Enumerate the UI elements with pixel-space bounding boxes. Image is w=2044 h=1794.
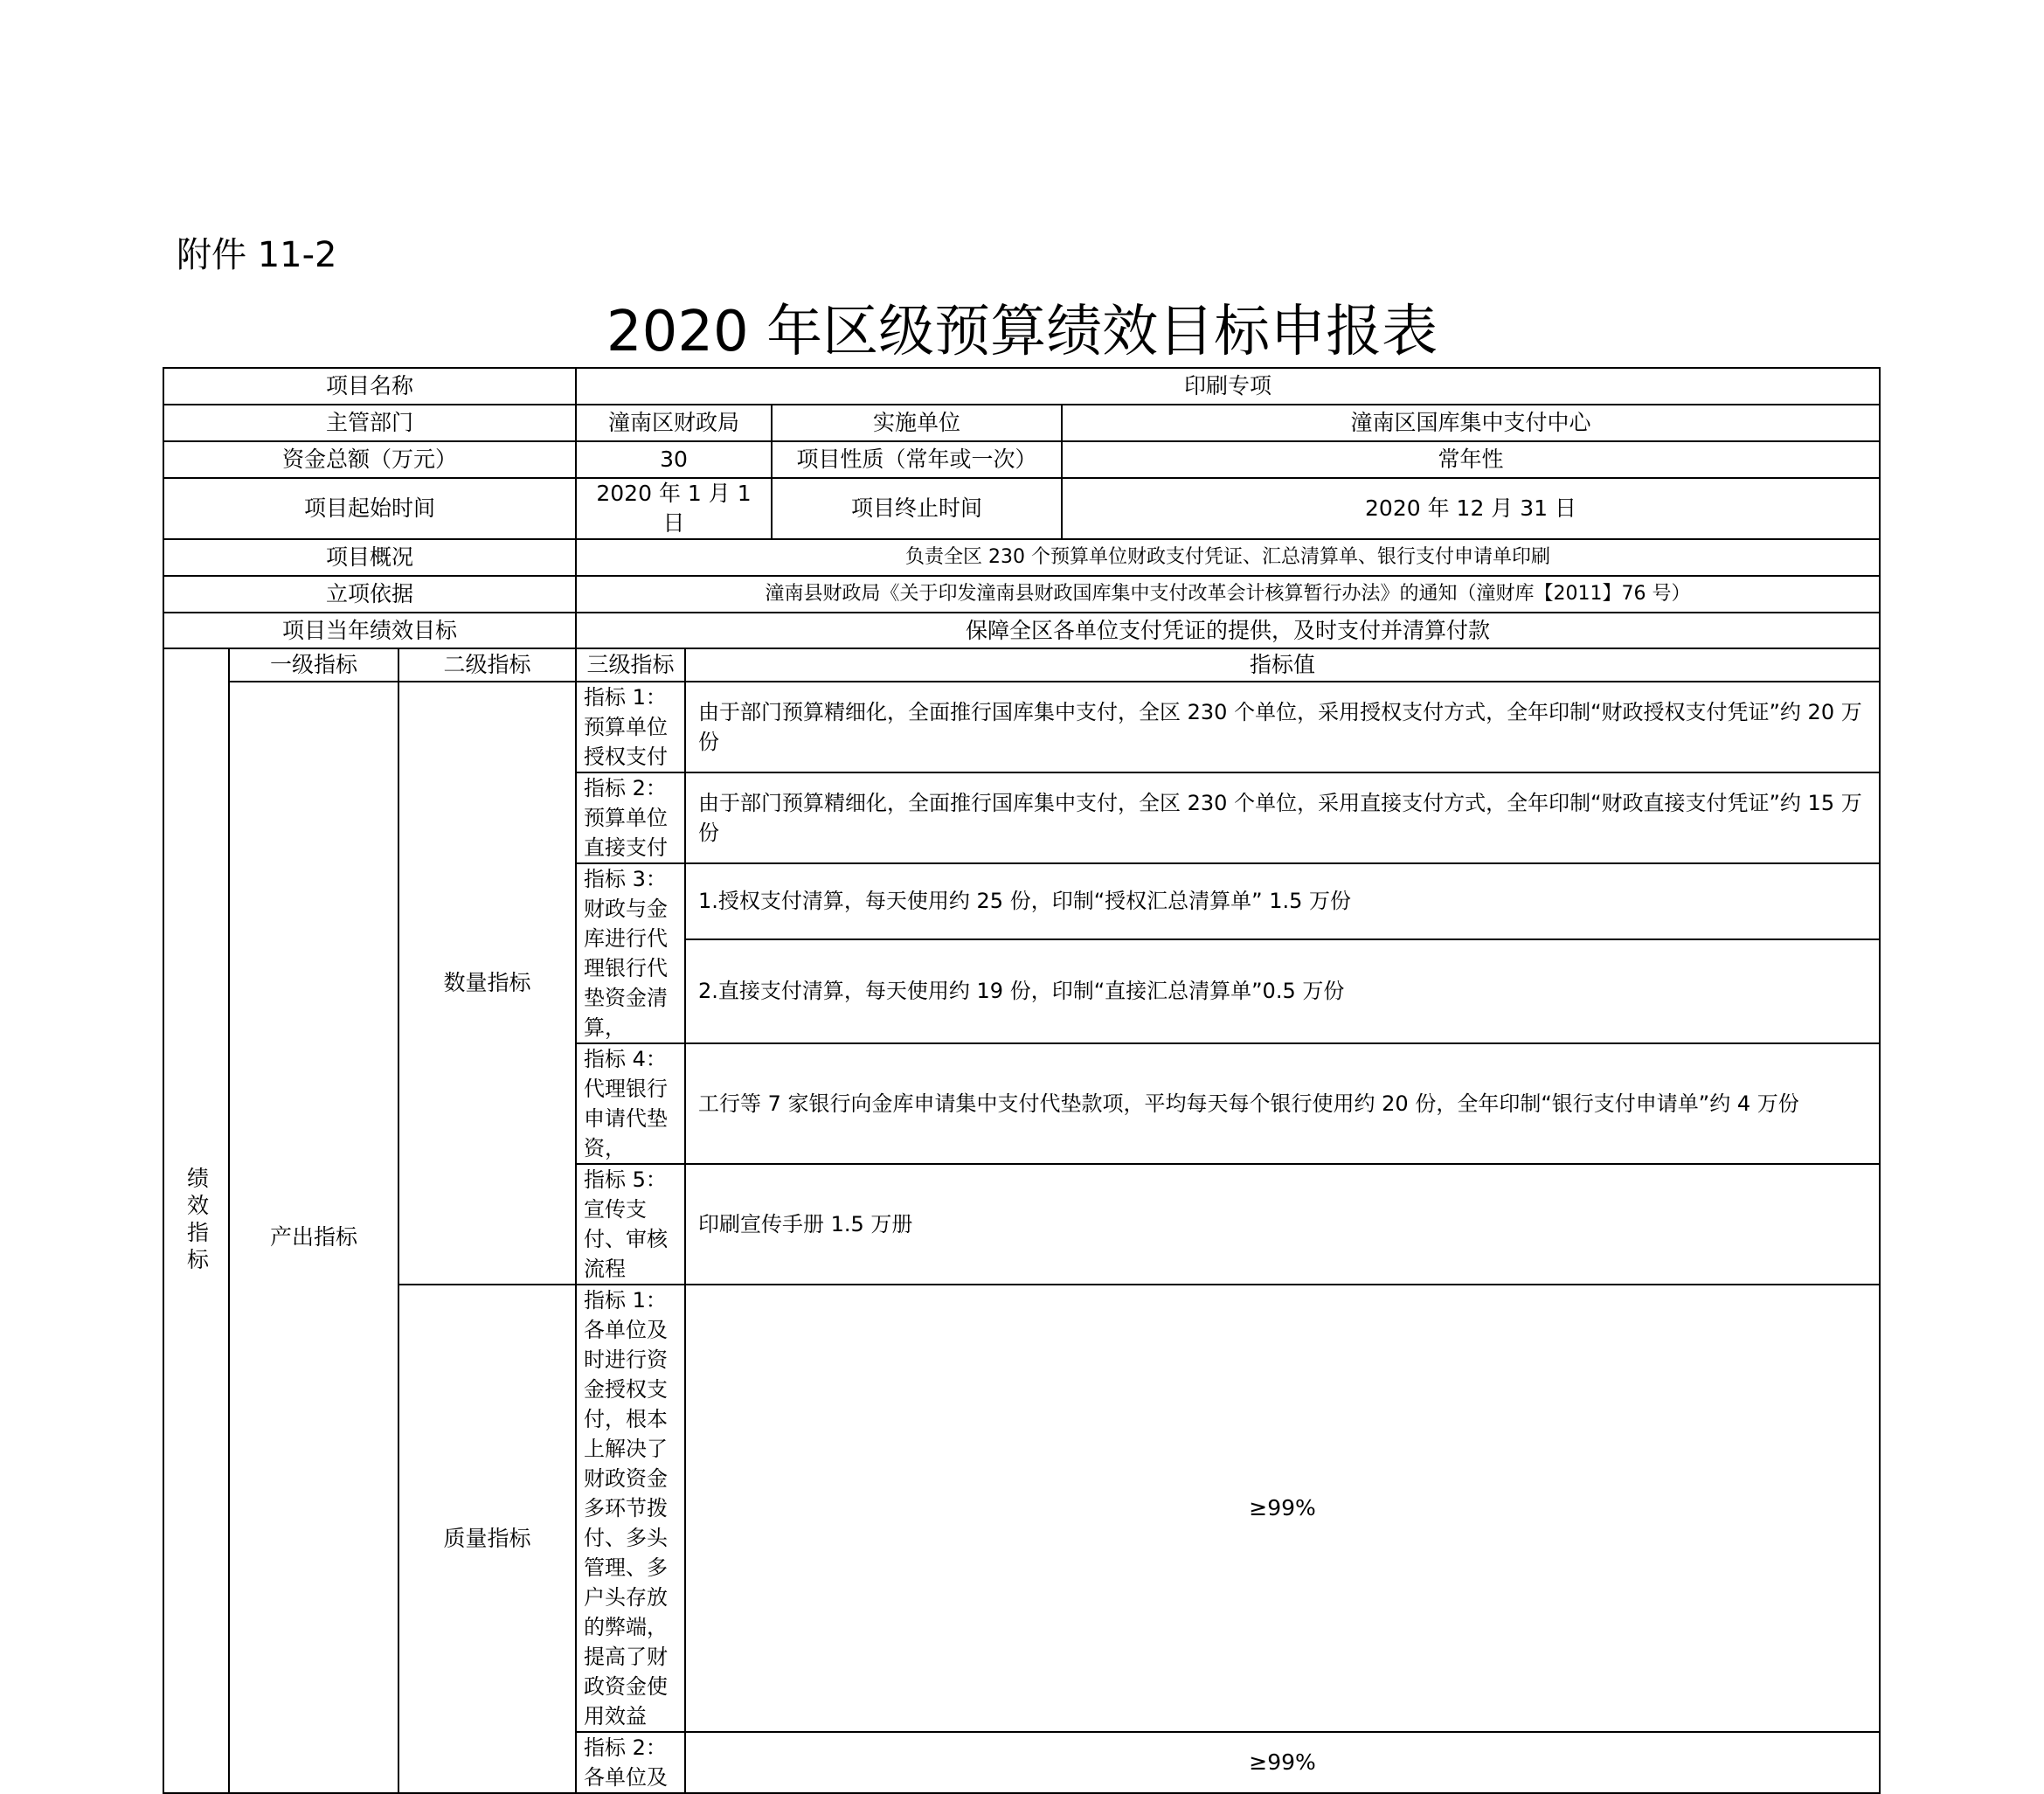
quantity-indicator-4-value: 工行等 7 家银行向金库申请集中支付代垫款项，平均每天每个银行使用约 20 份，全年印制“银行支付申请单”约 4 万份 xyxy=(685,1043,1880,1164)
basis-label: 立项依据 xyxy=(163,576,576,613)
project-nature-value: 常年性 xyxy=(1062,441,1880,478)
quantity-indicator-label: 数量指标 xyxy=(398,682,576,1285)
overview-label: 项目概况 xyxy=(163,539,576,576)
quantity-indicator-3-value-b: 2.直接支付清算，每天使用约 19 份，印制“直接汇总清算单”0.5 万份 xyxy=(685,939,1880,1043)
total-funds-value: 30 xyxy=(576,441,772,478)
value-header: 指标值 xyxy=(685,648,1880,682)
row-department xyxy=(163,405,1880,441)
total-funds-label: 资金总额（万元） xyxy=(163,441,576,478)
output-indicator-label: 产出指标 xyxy=(229,682,398,1793)
basis-value: 潼南县财政局《关于印发潼南县财政国库集中支付改革会计核算暂行办法》的通知（潼财库【2011】76 号） xyxy=(576,576,1880,613)
quality-indicator-label: 质量指标 xyxy=(398,1285,576,1793)
row-indicator-headers xyxy=(163,648,1880,682)
row-dates xyxy=(163,478,1880,539)
quantity-indicator-5-name: 指标 5：宣传支付、审核流程 xyxy=(576,1164,685,1285)
annual-goal-value: 保障全区各单位支付凭证的提供，及时支付并清算付款 xyxy=(576,613,1880,648)
project-nature-label: 项目性质（常年或一次） xyxy=(772,441,1062,478)
quantity-indicator-5-value: 印刷宣传手册 1.5 万册 xyxy=(685,1164,1880,1285)
start-date-value: 2020 年 1 月 1 日 xyxy=(576,478,772,539)
department-value: 潼南区财政局 xyxy=(576,405,772,441)
project-name-value: 印刷专项 xyxy=(576,368,1880,405)
row-funds xyxy=(163,441,1880,478)
quantity-indicator-1-value: 由于部门预算精细化，全面推行国库集中支付，全区 230 个单位，采用授权支付方式，全年印制“财政授权支付凭证”约 20 万份 xyxy=(685,682,1880,772)
performance-indicators-cell xyxy=(163,648,229,1793)
attachment-label: 附件 11-2 xyxy=(177,235,337,275)
level1-header: 一级指标 xyxy=(229,648,398,682)
quantity-indicator-3-name: 指标 3：财政与金库进行代理银行代垫资金清算， xyxy=(576,863,685,1043)
page-title: 2020 年区级预算绩效目标申报表 xyxy=(606,300,1438,364)
department-label: 主管部门 xyxy=(163,405,576,441)
performance-indicators-label: 绩效指标 xyxy=(184,1167,210,1275)
implementing-unit-label: 实施单位 xyxy=(772,405,1062,441)
budget-form-table xyxy=(163,367,1881,1794)
row-overview xyxy=(163,539,1880,576)
quality-indicator-1-value: ≥99% xyxy=(685,1285,1880,1732)
level2-header: 二级指标 xyxy=(398,648,576,682)
implementing-unit-value: 潼南区国库集中支付中心 xyxy=(1062,405,1880,441)
project-name-label: 项目名称 xyxy=(163,368,576,405)
row-project-name xyxy=(163,368,1880,405)
quantity-indicator-3-value-a: 1.授权支付清算，每天使用约 25 份，印制“授权汇总清算单” 1.5 万份 xyxy=(685,863,1880,939)
quality-indicator-2-value: ≥99% xyxy=(685,1732,1880,1793)
row-basis xyxy=(163,576,1880,613)
end-date-value: 2020 年 12 月 31 日 xyxy=(1062,478,1880,539)
quantity-indicator-1-name: 指标 1：预算单位授权支付 xyxy=(576,682,685,772)
row-goal xyxy=(163,613,1880,648)
quantity-indicator-2-value: 由于部门预算精细化，全面推行国库集中支付，全区 230 个单位，采用直接支付方式，全年印制“财政直接支付凭证”约 15 万份 xyxy=(685,772,1880,863)
start-date-label: 项目起始时间 xyxy=(163,478,576,539)
table-row xyxy=(163,682,1880,772)
quality-indicator-2-name: 指标 2：各单位及 xyxy=(576,1732,685,1793)
quantity-indicator-2-name: 指标 2：预算单位直接支付 xyxy=(576,772,685,863)
annual-goal-label: 项目当年绩效目标 xyxy=(163,613,576,648)
table-row xyxy=(163,1285,1880,1732)
overview-value: 负责全区 230 个预算单位财政支付凭证、汇总清算单、银行支付申请单印刷 xyxy=(576,539,1880,576)
quality-indicator-1-name: 指标 1：各单位及时进行资金授权支付，根本上解决了财政资金多环节拨付、多头管理、多户头存放的弊端，提高了财政资金使用效益 xyxy=(576,1285,685,1732)
quantity-indicator-4-name: 指标 4：代理银行申请代垫资， xyxy=(576,1043,685,1164)
level3-header: 三级指标 xyxy=(576,648,685,682)
end-date-label: 项目终止时间 xyxy=(772,478,1062,539)
